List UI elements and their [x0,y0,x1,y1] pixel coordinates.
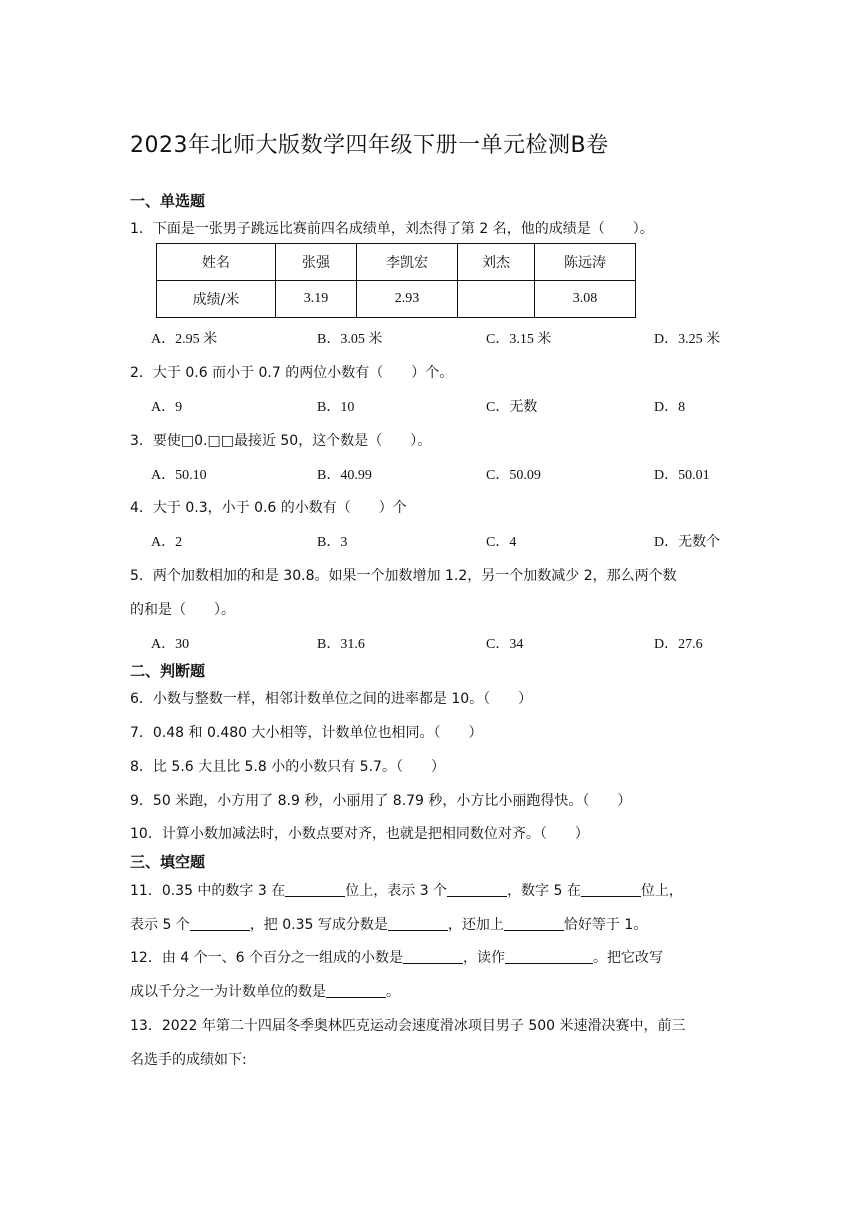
q1-option-b[interactable]: B．3.05 米 [317,332,383,347]
table-cell: 刘杰 [458,244,535,281]
table-cell: 3.19 [276,281,357,318]
q11-text: 位上， [640,883,683,899]
q12-text: 12．由 4 个一、6 个百分之一组成的小数是 [130,950,403,966]
q3-option-c[interactable]: C．50.09 [486,468,541,483]
answer-blank[interactable] [190,916,250,931]
table-cell: 3.08 [535,281,636,318]
q2-option-d[interactable]: D．8 [654,400,686,415]
question-5-text-line2: 的和是（ ）。 [130,602,235,618]
question-11-line1 [130,880,683,900]
section-heading-true-false: 二、判断题 [130,662,206,680]
q11-text: 位上，表示 3 个 [345,883,448,899]
q12-text: 。把它改写 [592,950,663,966]
table-cell: 张强 [276,244,357,281]
q2-option-c[interactable]: C．无数 [486,400,538,415]
q5-option-c[interactable]: C．34 [486,637,524,652]
q11-text: 表示 5 个 [130,917,190,933]
question-6-text: 6．小数与整数一样，相邻计数单位之间的进率都是 10。（ ） [130,691,533,707]
q12-text: ，读作 [462,950,505,966]
answer-blank[interactable] [505,949,593,964]
question-5-text-line1: 5．两个加数相加的和是 30.8。如果一个加数增加 1.2，另一个加数减少 2，那么两个数 [130,568,677,584]
question-13-line2: 名选手的成绩如下: [130,1052,247,1068]
question-8-text: 8．比 5.6 大且比 5.8 小的小数只有 5.7。（ ） [130,759,445,775]
question-7-text: 7．0.48 和 0.480 大小相等，计数单位也相同。（ ） [130,725,483,741]
q2-option-b[interactable]: B．10 [317,400,355,415]
q4-option-b[interactable]: B．3 [317,535,348,550]
question-4-text: 4．大于 0.3，小于 0.6 的小数有（ ）个 [130,500,407,516]
q11-text: ，数字 5 在 [507,883,581,899]
answer-blank[interactable] [581,882,641,897]
q3-option-d[interactable]: D．50.01 [654,468,710,483]
table-cell: 姓名 [157,244,276,281]
q5-option-d[interactable]: D．27.6 [654,637,703,652]
q11-text: ，把 0.35 写成分数是 [249,917,388,933]
q1-option-a[interactable]: A．2.95 米 [151,332,218,347]
table-cell: 成绩/米 [157,281,276,318]
answer-blank[interactable] [326,983,386,998]
q12-text: 成以千分之一为计数单位的数是 [130,984,326,1000]
table-cell: 李凯宏 [357,244,458,281]
score-table [156,243,636,318]
section-heading-fill-blank: 三、填空题 [130,853,206,871]
q4-option-c[interactable]: C．4 [486,535,517,550]
table-cell [458,281,535,318]
q1-option-c[interactable]: C．3.15 米 [486,332,552,347]
q5-option-a[interactable]: A．30 [151,637,190,652]
question-12-line1 [130,947,663,967]
q3-option-b[interactable]: B．40.99 [317,468,372,483]
q2-option-a[interactable]: A．9 [151,400,183,415]
table-cell: 陈远涛 [535,244,636,281]
answer-blank[interactable] [504,916,564,931]
answer-blank[interactable] [403,949,463,964]
answer-blank[interactable] [285,882,345,897]
q1-option-d[interactable]: D．3.25 米 [654,332,721,347]
section-heading-single-choice: 一、单选题 [130,192,206,210]
q4-option-a[interactable]: A．2 [151,535,183,550]
q3-option-a[interactable]: A．50.10 [151,468,207,483]
q5-option-b[interactable]: B．31.6 [317,637,365,652]
question-3-text: 3．要使□0.□□最接近 50，这个数是（ ）。 [130,433,432,449]
q4-option-d[interactable]: D．无数个 [654,535,721,550]
table-row [157,244,636,281]
page-title: 2023年北师大版数学四年级下册一单元检测B卷 [130,133,609,158]
question-12-line2 [130,981,400,1001]
q11-text: 恰好等于 1。 [563,917,648,933]
table-row [157,281,636,318]
answer-blank[interactable] [447,882,507,897]
question-10-text: 10．计算小数加减法时，小数点要对齐，也就是把相同数位对齐。（ ） [130,826,589,842]
answer-blank[interactable] [388,916,448,931]
question-2-text: 2．大于 0.6 而小于 0.7 的两位小数有（ ）个。 [130,365,454,381]
q12-text: 。 [386,984,400,1000]
question-9-text: 9．50 米跑，小方用了 8.9 秒，小丽用了 8.79 秒，小方比小丽跑得快。（ ） [130,793,632,809]
table-cell: 2.93 [357,281,458,318]
question-13-line1: 13．2022 年第二十四届冬季奥林匹克运动会速度滑冰项目男子 500 米速滑决赛中，前三 [130,1018,686,1034]
question-1-text: 1．下面是一张男子跳远比赛前四名成绩单，刘杰得了第 2 名，他的成绩是（ ）。 [130,221,654,237]
q11-text: ，还加上 [447,917,504,933]
question-11-line2 [130,914,647,934]
q11-text: 11．0.35 中的数字 3 在 [130,883,286,899]
